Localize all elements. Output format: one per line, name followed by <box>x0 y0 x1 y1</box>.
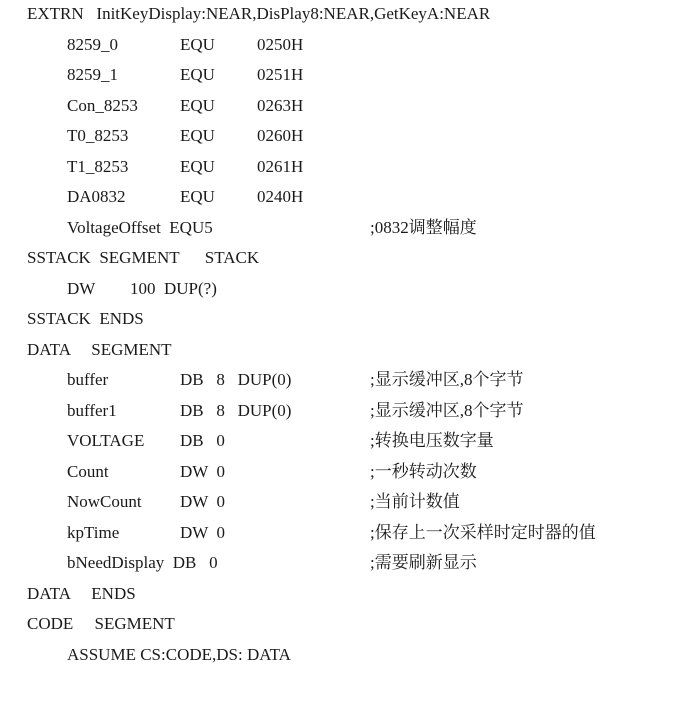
line-var-voltage <box>0 429 680 453</box>
variable-definition: DW 0 <box>180 492 226 511</box>
variable-name: VOLTAGE <box>67 431 145 450</box>
equ-value: 0251H <box>257 65 304 84</box>
equ-value: 0240H <box>257 187 304 206</box>
equ-keyword: EQU <box>180 126 215 145</box>
line-assume <box>0 643 680 667</box>
symbol-name: DA0832 <box>67 187 126 206</box>
line-con-8253 <box>0 94 680 118</box>
equ-keyword: EQU <box>180 187 215 206</box>
line-var-bneeddisplay <box>0 551 680 575</box>
line-dw-dup <box>0 277 680 301</box>
code-comment: ;0832调整幅度 <box>370 218 477 237</box>
extrn-directive: EXTRN InitKeyDisplay:NEAR,DisPlay8:NEAR,GetKeyA:NEAR <box>27 4 491 23</box>
equ-keyword: EQU <box>180 96 215 115</box>
line-var-buffer <box>0 368 680 392</box>
dw-keyword: DW <box>67 279 96 298</box>
symbol-name: 8259_1 <box>67 65 118 84</box>
line-var-nowcount <box>0 490 680 514</box>
equ-value: 0261H <box>257 157 304 176</box>
variable-name: NowCount <box>67 492 142 511</box>
variable-name: buffer <box>67 370 109 389</box>
line-t1-8253 <box>0 155 680 179</box>
variable-name: buffer1 <box>67 401 117 420</box>
variable-definition: bNeedDisplay DB 0 <box>67 553 218 572</box>
code-comment: ;保存上一次采样时定时器的值 <box>370 523 596 542</box>
variable-definition: DB 8 DUP(0) <box>180 401 292 420</box>
code-comment: ;当前计数值 <box>370 492 460 511</box>
ends-directive: DATA ENDS <box>27 584 136 603</box>
equ-value: 0260H <box>257 126 304 145</box>
code-comment: ;显示缓冲区,8个字节 <box>370 370 524 389</box>
variable-name: Count <box>67 462 109 481</box>
line-sstack-ends <box>0 307 680 331</box>
segment-directive: DATA SEGMENT <box>27 340 172 359</box>
line-8259-1 <box>0 63 680 87</box>
variable-definition: DW 0 <box>180 462 226 481</box>
assume-directive: ASSUME CS:CODE,DS: DATA <box>67 645 291 664</box>
segment-directive: SSTACK SEGMENT STACK <box>27 248 260 267</box>
variable-name: kpTime <box>67 523 120 542</box>
line-data-segment <box>0 338 680 362</box>
symbol-definition: VoltageOffset EQU5 <box>67 218 213 237</box>
code-comment: ;一秒转动次数 <box>370 462 477 481</box>
dup-expression: 100 DUP(?) <box>130 279 217 298</box>
line-var-count <box>0 460 680 484</box>
line-var-buffer1 <box>0 399 680 423</box>
variable-definition: DB 0 <box>180 431 225 450</box>
line-extrn <box>0 2 680 26</box>
equ-keyword: EQU <box>180 65 215 84</box>
variable-definition: DB 8 DUP(0) <box>180 370 292 389</box>
symbol-name: T0_8253 <box>67 126 129 145</box>
line-sstack-segment <box>0 246 680 270</box>
code-comment: ;显示缓冲区,8个字节 <box>370 401 524 420</box>
symbol-name: 8259_0 <box>67 35 118 54</box>
equ-keyword: EQU <box>180 35 215 54</box>
ends-directive: SSTACK ENDS <box>27 309 144 328</box>
line-voltage-offset <box>0 216 680 240</box>
code-comment: ;转换电压数字量 <box>370 431 494 450</box>
equ-value: 0250H <box>257 35 304 54</box>
line-data-ends <box>0 582 680 606</box>
segment-directive: CODE SEGMENT <box>27 614 175 633</box>
line-var-kptime <box>0 521 680 545</box>
code-comment: ;需要刷新显示 <box>370 553 477 572</box>
variable-definition: DW 0 <box>180 523 226 542</box>
equ-value: 0263H <box>257 96 304 115</box>
line-8259-0 <box>0 33 680 57</box>
symbol-name: Con_8253 <box>67 96 138 115</box>
equ-keyword: EQU <box>180 157 215 176</box>
line-t0-8253 <box>0 124 680 148</box>
line-da0832 <box>0 185 680 209</box>
symbol-name: T1_8253 <box>67 157 129 176</box>
line-code-segment <box>0 612 680 636</box>
